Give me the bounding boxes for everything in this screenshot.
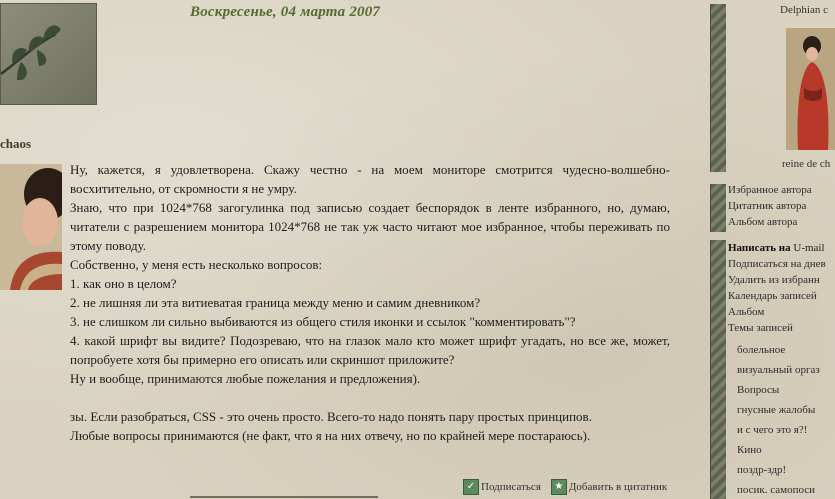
add-to-quotes-link[interactable] <box>551 479 667 495</box>
topic-item[interactable]: гнусные жалобы <box>737 404 816 416</box>
subscribe-label: Подписаться <box>481 481 541 493</box>
favorites-link[interactable]: Избранное автора <box>728 184 812 196</box>
star-icon: ★ <box>551 479 567 495</box>
checkmark-icon: ✓ <box>463 479 479 495</box>
post-line: зы. Если разобраться, CSS - это очень просто. Всего-то надо понять пару простых принципов. <box>70 409 592 424</box>
post-line: Ну и вообще, принимаются любые пожелания и предложения). <box>70 371 421 386</box>
topic-item[interactable]: Вопросы <box>737 384 780 396</box>
topic-item[interactable]: и с чего это я?! <box>737 424 808 436</box>
topic-item[interactable]: болельное <box>737 344 786 356</box>
remove-favorite-link[interactable]: Удалить из избранн <box>728 274 820 286</box>
post-body <box>70 160 670 445</box>
post-line: 3. не слишком ли сильно выбиваются из общего стиля иконки и ссылок "комментировать"? <box>70 314 576 329</box>
umail-link[interactable]: U-mail <box>793 242 825 254</box>
footer-divider <box>190 496 378 498</box>
post-line: 1. как оно в целом? <box>70 276 177 291</box>
topic-list <box>737 340 820 499</box>
author-links <box>728 182 812 230</box>
sidebar-username[interactable]: Delphian c <box>780 4 828 16</box>
post-line: 2. не лишняя ли эта витиеватая граница между меню и самим дневником? <box>70 295 481 310</box>
subscribe-diary-link[interactable]: Подписаться на днев <box>728 258 826 270</box>
topics-link[interactable]: Темы записей <box>728 322 793 334</box>
decorative-ornament-image <box>0 3 97 105</box>
post-line: Любые вопросы принимаются (не факт, что я на них отвечу, но по крайней мере постараюсь). <box>70 428 591 443</box>
sidebar-border <box>710 184 726 232</box>
sidebar-avatar-caption: reine de ch <box>782 158 831 170</box>
sidebar-border <box>710 4 726 172</box>
write-label: Написать на <box>728 242 791 254</box>
album-link[interactable]: Альбом автора <box>728 216 798 228</box>
post-line: Собственно, у меня есть несколько вопросов: <box>70 257 323 272</box>
topic-item[interactable]: посик. самопоси <box>737 484 816 496</box>
add-to-quotes-label: Добавить в цитатник <box>568 481 668 493</box>
post-actions <box>463 479 667 495</box>
sidebar-border <box>710 240 726 499</box>
post-author-name[interactable]: chaos <box>0 136 32 151</box>
sidebar-menu <box>728 240 826 336</box>
post-line: 4. какой шрифт вы видите? Подозреваю, что на глазок мало кто может шрифт угадать, но все же, может, попробуете хотя бы примерно его описать или скриншот приложите? <box>70 333 670 367</box>
topic-item[interactable]: визуальный оргаз <box>737 364 820 376</box>
topic-item[interactable]: поздр-здр! <box>737 464 787 476</box>
album-menu-link[interactable]: Альбом <box>728 306 765 318</box>
quotes-link[interactable]: Цитатник автора <box>728 200 807 212</box>
calendar-link[interactable]: Календарь записей <box>728 290 817 302</box>
sidebar-avatar[interactable] <box>786 28 835 150</box>
post-line: Знаю, что при 1024*768 загогулинка под записью создает беспорядок в ленте избранного, но, думаю, читатели с разрешением монитора 1024*768 не так уж часто читают мое избранное, чтобы переживать по этому поводу. <box>70 200 670 253</box>
subscribe-link[interactable] <box>463 479 541 495</box>
post-line: Ну, кажется, я удовлетворена. Скажу честно - на моем мониторе смотрится чудесно-волшебно-восхитительно, от скромности я не умру. <box>70 162 670 196</box>
author-avatar[interactable] <box>0 164 62 290</box>
topic-item[interactable]: Кино <box>737 444 762 456</box>
paragraph-gap <box>70 388 670 407</box>
post-date: Воскресенье, 04 марта 2007 <box>190 4 381 20</box>
